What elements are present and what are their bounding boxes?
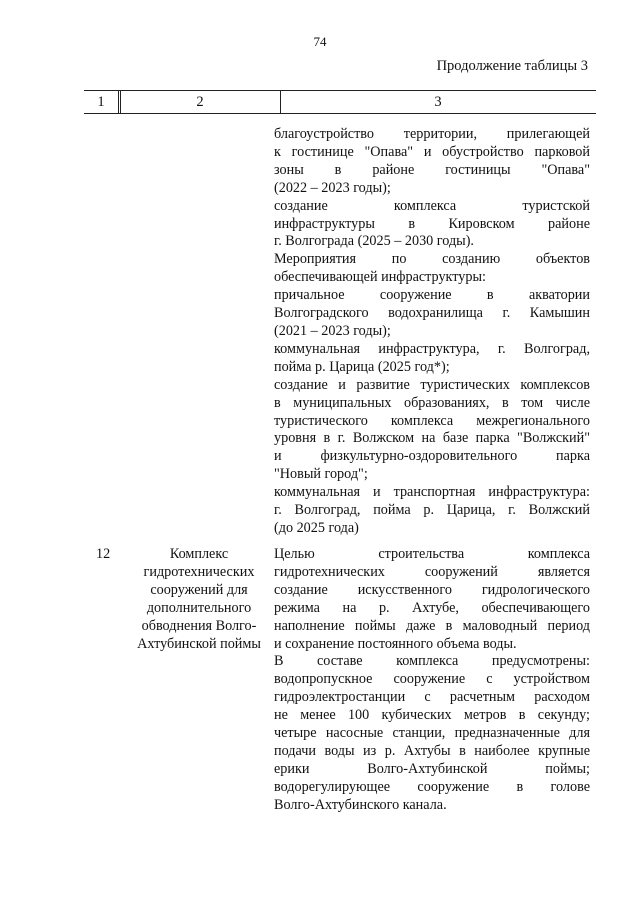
text-line: г. Волгоград, пойма р. Царица, г. Волжский (274, 502, 590, 519)
text-line: Мероприятия по созданию объектов (274, 251, 590, 268)
text-line: г. Волгограда (2025 – 2030 годы). (274, 233, 474, 250)
text-line: Волгоградского водохранилища г. Камышин (274, 305, 590, 322)
text-line: обеспечивающей инфраструктуры: (274, 269, 486, 286)
text-line: ерики Волго-Ахтубинской поймы; (274, 760, 590, 777)
text-line: к гостинице "Опава" и обустройство парковой (274, 143, 590, 160)
text-line: четыре насосные станции, предназначенные для (274, 725, 590, 742)
name-line: обводнения Волго- (141, 617, 257, 634)
text-line: создание искусственного гидрологического (274, 581, 590, 598)
text-line: уровня в г. Волжском на базе парка "Волжский" (274, 430, 590, 447)
row-name (124, 546, 274, 653)
text-line: благоустройство территории, прилегающей (274, 126, 590, 142)
text-line: "Новый город"; (274, 466, 368, 483)
text-line: и сохранение постоянного объема воды. (274, 635, 517, 652)
name-line: Комплекс (169, 546, 229, 562)
text-line: водорегулирующее сооружение в голове (274, 778, 590, 795)
header-col-1: 1 (84, 91, 119, 113)
text-line: водопропускное сооружение с устройством (274, 671, 590, 688)
text-line: туристического комплекса межрегионального (274, 412, 590, 429)
text-line: не менее 100 кубических метров в секунду; (274, 707, 590, 724)
text-line: и физкультурно-оздоровительного парка (274, 448, 590, 465)
table-caption: Продолжение таблицы 3 (436, 58, 588, 74)
text-line: (2022 – 2023 годы); (274, 179, 391, 196)
text-line: создание и развитие туристических комплексов (274, 376, 590, 393)
text-line: пойма р. Царица (2025 год*); (274, 358, 450, 375)
text-line: в муниципальных образованиях, в том числе (274, 394, 590, 411)
name-line: дополнительного (146, 599, 252, 616)
text-line: коммунальная инфраструктура, г. Волгоград, (274, 340, 590, 357)
name-line: гидротехнических (143, 563, 255, 580)
text-line: гидроэлектростанции с расчетным расходом (274, 689, 590, 706)
continued-row-col3 (274, 126, 590, 538)
table-header-row (84, 90, 596, 114)
text-line: наполнение поймы даже в маловодный период (274, 617, 590, 634)
row-number: 12 (96, 546, 111, 562)
header-col-3: 3 (434, 94, 442, 110)
text-line: (до 2025 года) (274, 519, 359, 536)
text-line: режима на р. Ахтубе, обеспечивающего (274, 599, 590, 616)
text-line: коммунальная и транспортная инфраструктура: (274, 484, 590, 501)
text-line: (2021 – 2023 годы); (274, 322, 391, 339)
name-line: Ахтубинской поймы (137, 635, 261, 652)
page-number: 74 (313, 34, 327, 49)
text-line: гидротехнических сооружений является (274, 563, 590, 580)
name-line: сооружений для (150, 581, 248, 598)
text-line: подачи воды из р. Ахтубы в наиболее крупные (274, 742, 590, 759)
text-line: В составе комплекса предусмотрены: (274, 653, 590, 670)
text-line: зоны в районе гостиницы "Опава" (274, 161, 590, 178)
text-line: Целью строительства комплекса (274, 546, 590, 562)
text-line: создание комплекса туристской (274, 197, 590, 214)
text-line: Волго-Ахтубинского канала. (274, 796, 447, 813)
text-line: инфраструктуры в Кировском районе (274, 215, 590, 232)
header-col-2: 2 (120, 91, 281, 113)
text-line: причальное сооружение в акватории (274, 287, 590, 304)
row12-col3 (274, 546, 590, 815)
